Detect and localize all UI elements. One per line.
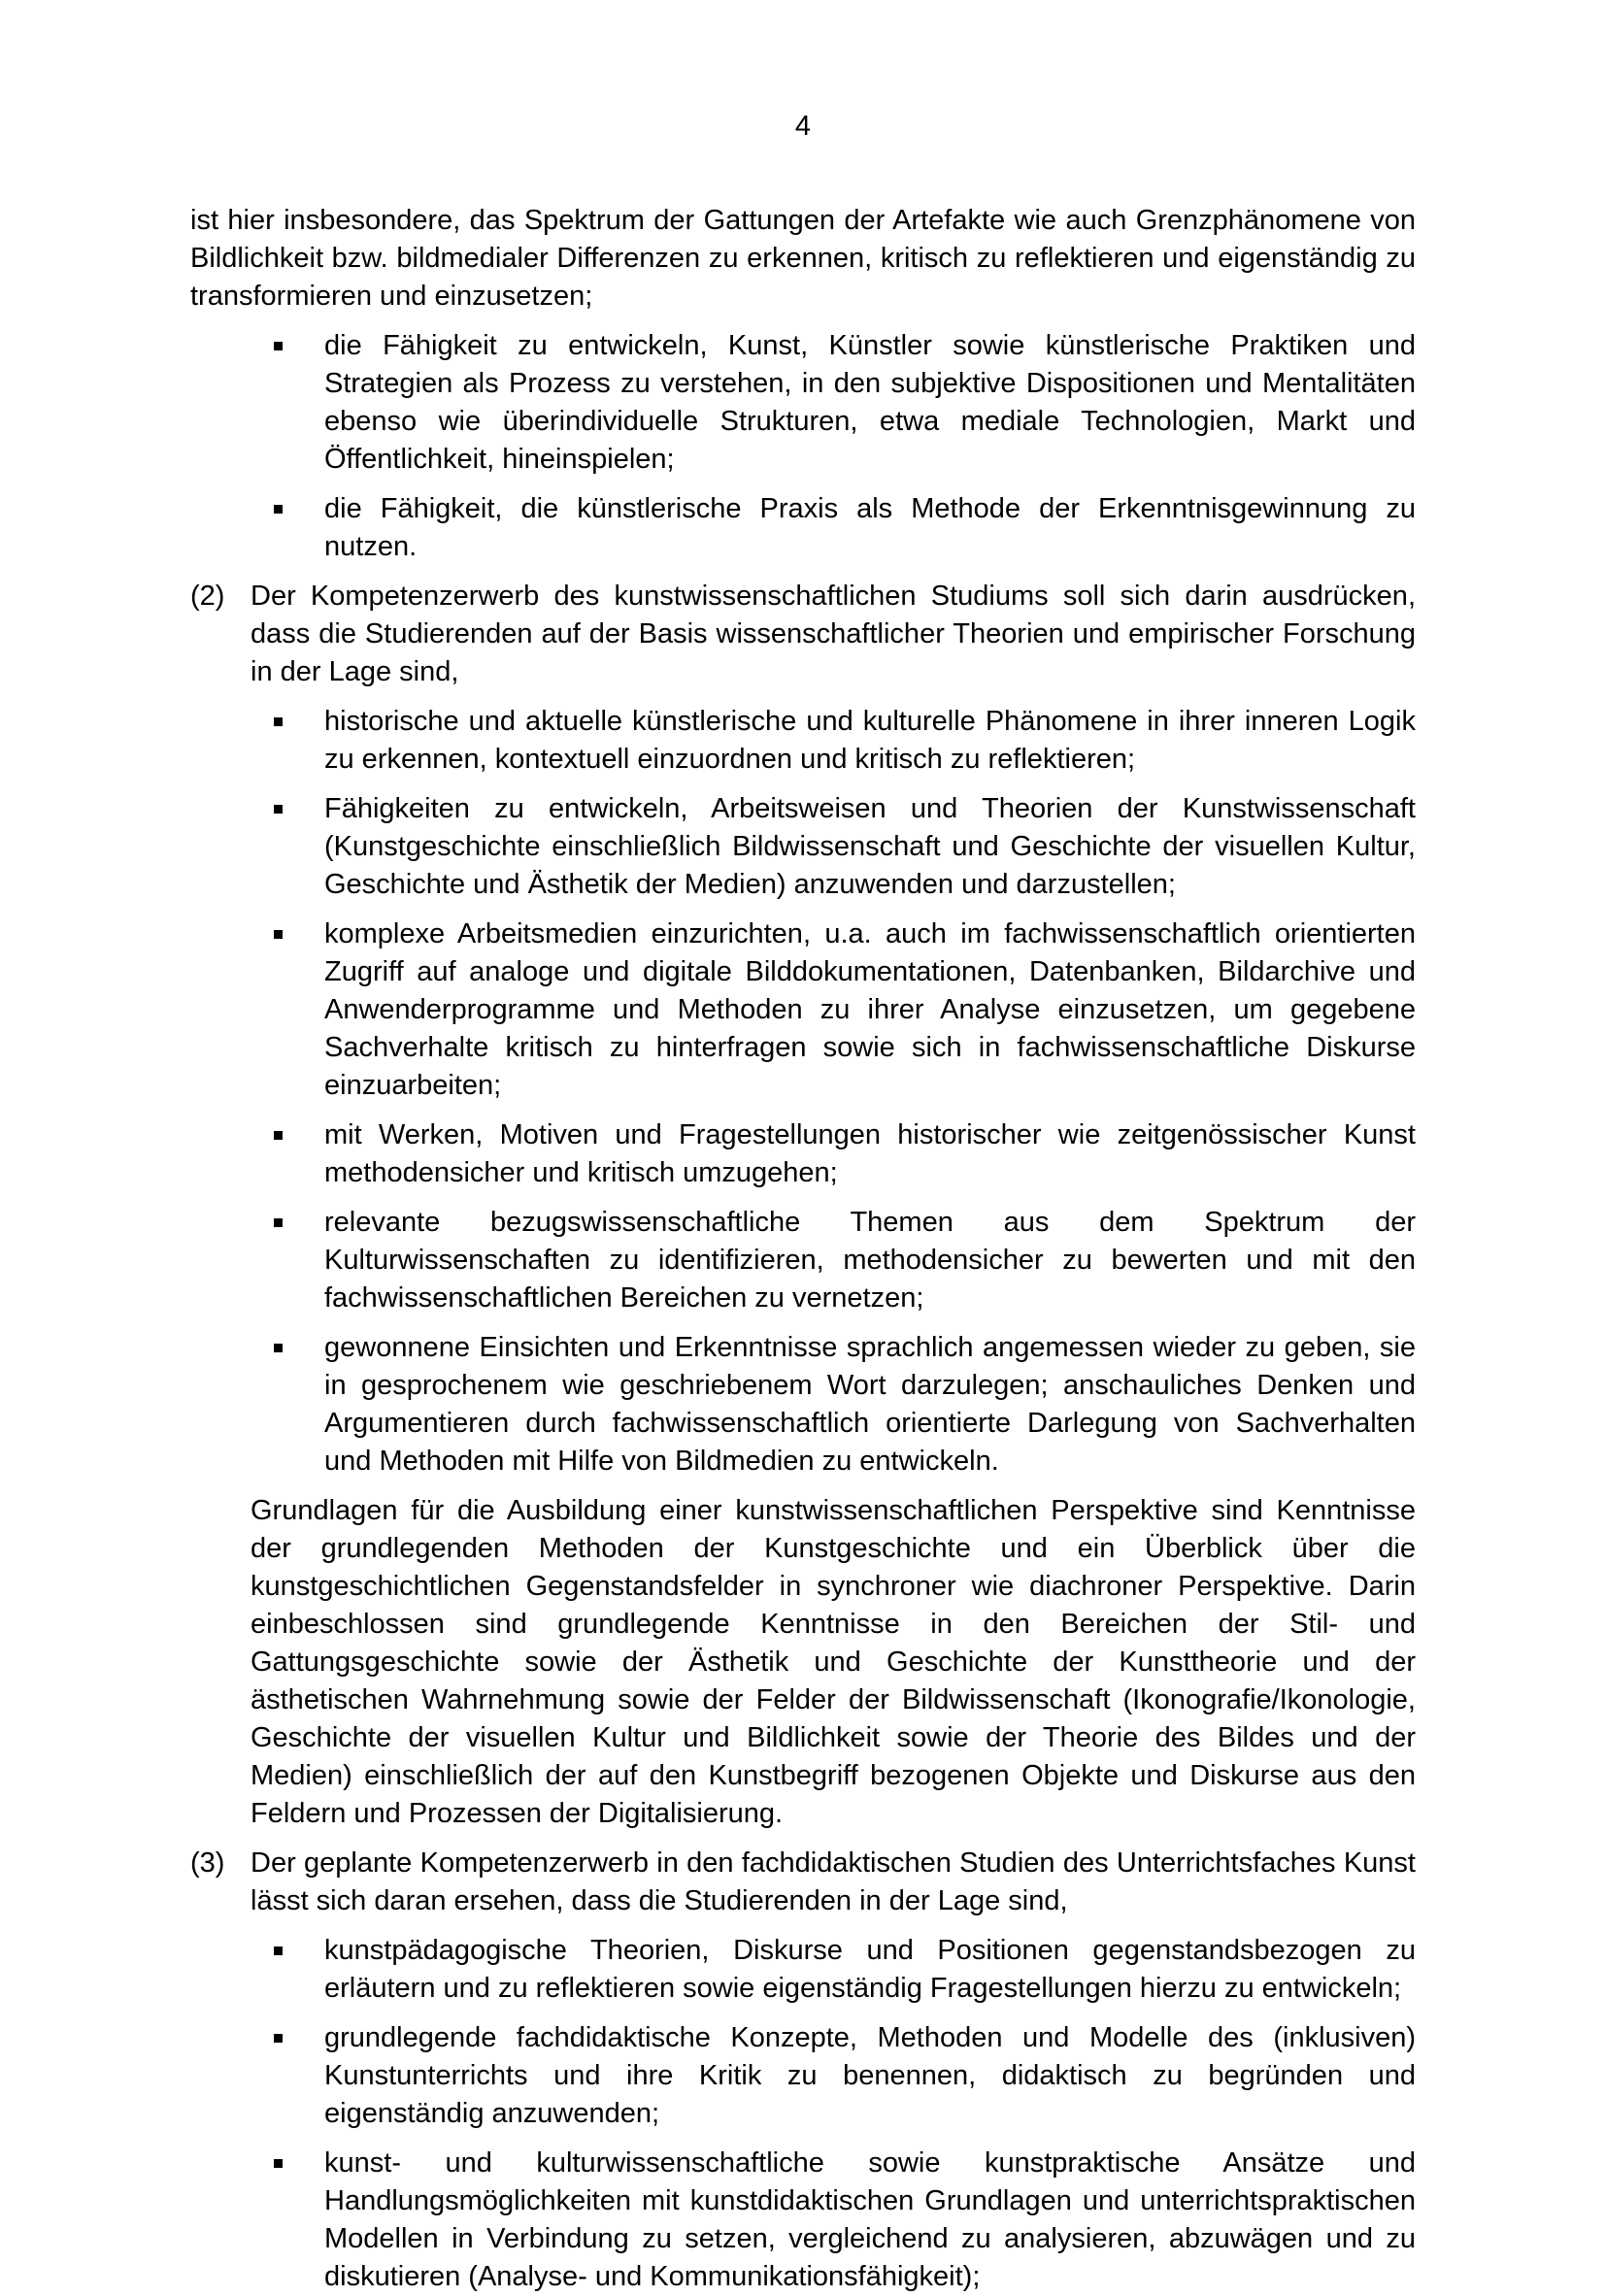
page-number: 4: [794, 111, 812, 142]
intro-continuation: ist hier insbesondere, das Spektrum der Gattungen der Artefakte wie auch Grenzphänomene von Bildlichkeit bzw. bildmedialer Differenzen zu erkennen, kritisch zu reflektieren und eigenständig zu transformieren und einzusetzen;: [190, 205, 1416, 312]
list-item: relevante bezugswissenschaftliche Themen aus dem Spektrum der Kulturwissenschaften zu identifizieren, methodensicher zu bewerten und mit den fachwissenschaftlichen Bereichen zu vernetzen;: [324, 1204, 1416, 1317]
section-2-bullet-list: [190, 703, 1416, 1481]
section-number: (3): [190, 1847, 225, 1879]
document-body: [190, 202, 1416, 2296]
section-lead: Der geplante Kompetenzerwerb in den fachdidaktischen Studien des Unterrichtsfaches Kunst lässt sich daran ersehen, dass die Studierenden in der Lage sind,: [251, 1847, 1416, 1916]
intro-bullet-list: [190, 327, 1416, 566]
section-3: [190, 1845, 1416, 2296]
section-closing-paragraph: Grundlagen für die Ausbildung einer kunstwissenschaftlichen Perspektive sind Kenntnisse der grundlegenden Methoden der Kunstgeschichte und ein Überblick über die kunstgeschichtlichen Gegenstandsfelder in synchroner wie diachroner Perspektive. Darin einbeschlossen sind grundlegende Kenntnisse in den Bereichen der Stil- und Gattungsgeschichte sowie der Ästhetik und Geschichte der Kunsttheorie und der ästhetischen Wahrnehmung sowie der Felder der Bildwissenschaft (Ikonografie/Ikonologie, Geschichte der visuellen Kultur und Bildlichkeit sowie der Theorie des Bildes und der Medien) einschließlich der auf den Kunstbegriff bezogenen Objekte und Diskurse aus den Feldern und Prozessen der Digitalisierung.: [251, 1495, 1416, 1829]
list-item: Fähigkeiten zu entwickeln, Arbeitsweisen und Theorien der Kunstwissenschaft (Kunstgeschichte einschließlich Bildwissenschaft und Geschichte der visuellen Kultur, Geschichte und Ästhetik der Medien) anzuwenden und darzustellen;: [324, 790, 1416, 904]
list-item: die Fähigkeit, die künstlerische Praxis als Methode der Erkenntnisgewinnung zu nutzen.: [324, 490, 1416, 566]
list-item: mit Werken, Motiven und Fragestellungen historischer wie zeitgenössischer Kunst methodensicher und kritisch umzugehen;: [324, 1116, 1416, 1192]
section-3-bullet-list: [190, 1932, 1416, 2296]
list-item: kunstpädagogische Theorien, Diskurse und Positionen gegenstandsbezogen zu erläutern und zu reflektieren sowie eigenständig Fragestellungen hierzu zu entwickeln;: [324, 1932, 1416, 2008]
list-item: kunst- und kulturwissenschaftliche sowie kunstpraktische Ansätze und Handlungsmöglichkeiten mit kunstdidaktischen Grundlagen und unterrichtspraktischen Modellen in Verbindung zu setzen, vergleichend zu analysieren, abzuwägen und zu diskutieren (Analyse- und Kommunikationsfähigkeit);: [324, 2145, 1416, 2296]
list-item: historische und aktuelle künstlerische und kulturelle Phänomene in ihrer inneren Logik zu erkennen, kontextuell einzuordnen und kritisch zu reflektieren;: [324, 703, 1416, 779]
section-number: (2): [190, 581, 225, 612]
section-2: [190, 578, 1416, 1833]
list-item: komplexe Arbeitsmedien einzurichten, u.a. auch im fachwissenschaftlich orientierten Zugriff auf analoge und digitale Bilddokumentationen, Datenbanken, Bildarchive und Anwenderprogramme und Methoden zu ihrer Analyse einzusetzen, um gegebene Sachverhalte kritisch zu hinterfragen sowie sich in fachwissenschaftliche Diskurse einzuarbeiten;: [324, 915, 1416, 1105]
section-lead: Der Kompetenzerwerb des kunstwissenschaftlichen Studiums soll sich darin ausdrücken, dass die Studierenden auf der Basis wissenschaftlicher Theorien und empirischer Forschung in der Lage sind,: [251, 581, 1416, 687]
list-item: die Fähigkeit zu entwickeln, Kunst, Künstler sowie künstlerische Praktiken und Strategien als Prozess zu verstehen, in den subjektive Dispositionen und Mentalitäten ebenso wie überindividuelle Strukturen, etwa mediale Technologien, Markt und Öffentlichkeit, hineinspielen;: [324, 327, 1416, 479]
list-item: grundlegende fachdidaktische Konzepte, Methoden und Modelle des (inklusiven) Kunstunterrichts und ihre Kritik zu benennen, didaktisch zu begründen und eigenständig anzuwenden;: [324, 2019, 1416, 2133]
list-item: gewonnene Einsichten und Erkenntnisse sprachlich angemessen wieder zu geben, sie in gesprochenem wie geschriebenem Wort darzulegen; anschauliches Denken und Argumentieren durch fachwissenschaftlich orientierte Darlegung von Sachverhalten und Methoden mit Hilfe von Bildmedien zu entwickeln.: [324, 1329, 1416, 1481]
